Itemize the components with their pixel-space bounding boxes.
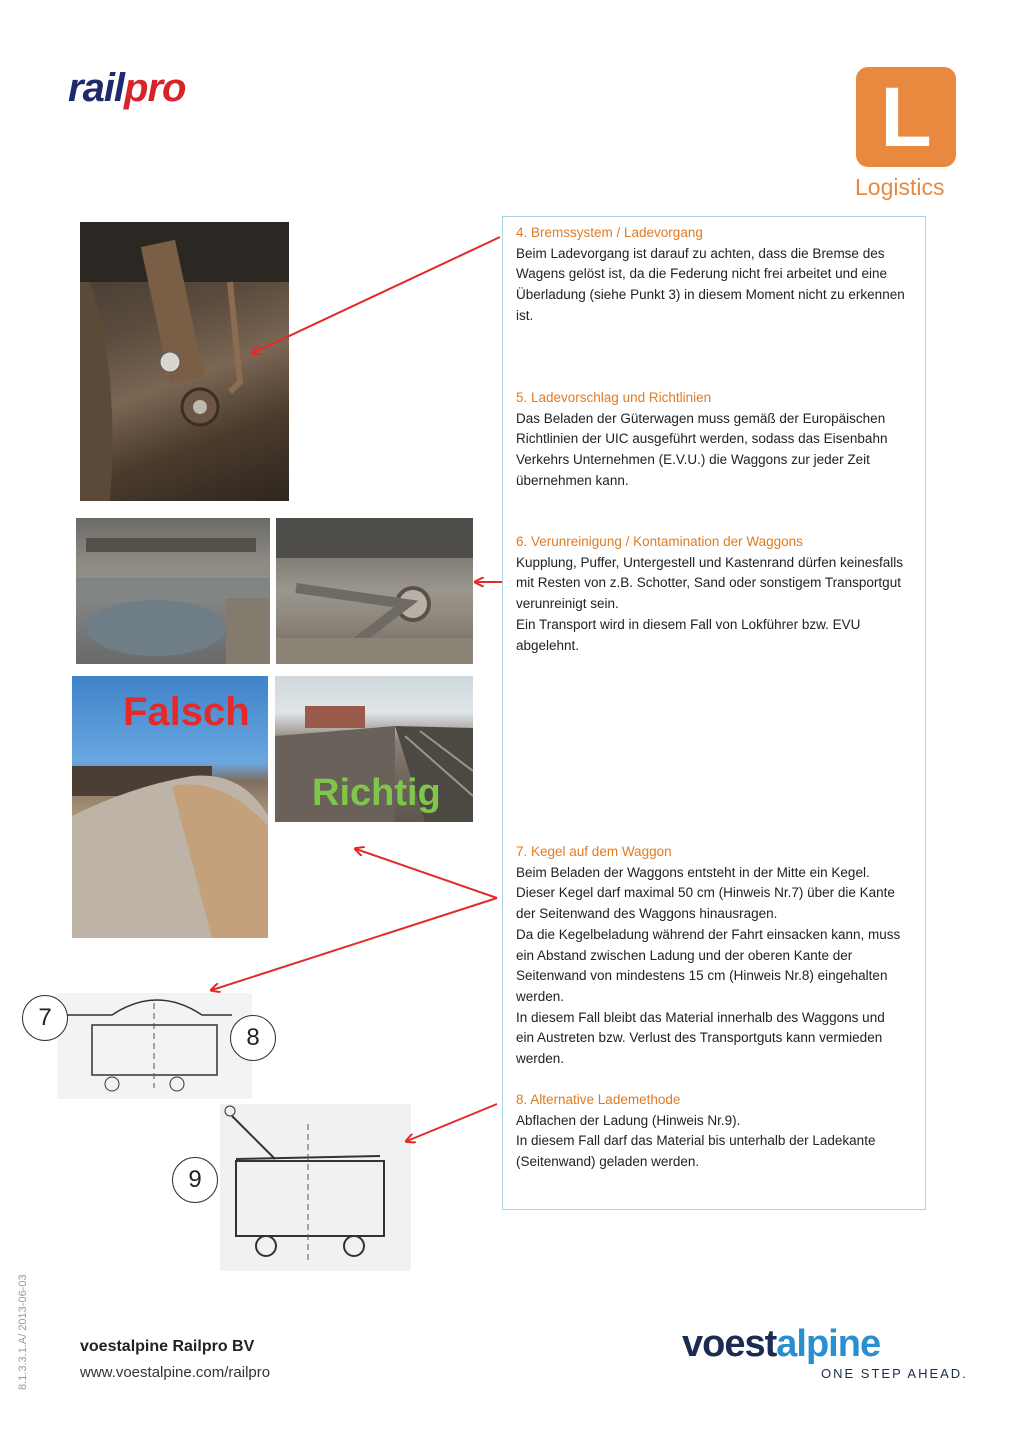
marker-7: 7 [22,995,68,1041]
section-line: verunreinigt sein. [516,596,619,612]
section-line: Ein Transport wird in diesem Fall von Lokführer bzw. EVU [516,616,861,632]
voestalpine-logo-alpine: alpine [776,1323,881,1365]
railpro-logo-pro: pro [124,66,186,110]
footer-url-link[interactable]: www.voestalpine.com/railpro [80,1364,271,1381]
section-line: ist. [516,307,534,323]
section-line: werden. [516,1051,565,1067]
section-line: werden. [516,988,565,1004]
section-line: Beim Beladen der Waggons entsteht in der Mitte ein Kegel. [516,864,870,880]
section-heading: 4. Bremssystem / Ladevorgang [516,225,703,240]
voestalpine-logo-voest: voest [682,1323,777,1365]
voestalpine-tagline: ONE STEP AHEAD. [821,1366,968,1381]
section-line: Das Beladen der Güterwagen muss gemäß der Europäischen [516,410,886,426]
section-heading: 6. Verunreinigung / Kontamination der Waggons [516,534,803,549]
arrow-cone-photo [356,849,497,898]
section-line: Seitenwand von mindestens 15 cm (Hinweis Nr.8) eingehalten [516,968,888,984]
section-line: übernehmen kann. [516,472,629,488]
section-line: Beim Ladevorgang ist darauf zu achten, dass die Bremse des [516,245,885,261]
section-line: ein Austreten bzw. Verlust des Transportguts kann vermieden [516,1030,883,1046]
section-line: Dieser Kegel darf maximal 50 cm (Hinweis Nr.7) über die Kante [516,885,895,901]
voestalpine-logo [682,1322,880,1366]
label-right: Richtig [312,772,441,814]
logistics-badge-letter: L [880,70,932,164]
section-line: In diesem Fall darf das Material bis unterhalb der Ladekante [516,1133,876,1149]
marker-9: 9 [172,1157,218,1203]
section-line: ein Abstand zwischen Ladung und der oberen Kante der [516,947,853,963]
document-code: 8.1.3.3.1.A/ 2013-06-03 [17,1274,29,1390]
section-line: Verkehrs Unternehmen (E.V.U.) die Waggons zur jeder Zeit [516,452,870,468]
logistics-label: Logistics [855,174,945,200]
arrow-flat-diagram [407,1104,497,1141]
section-heading: 8. Alternative Lademethode [516,1092,681,1107]
section-line: Überladung (siehe Punkt 3) in diesem Moment nicht zu erkennen [516,287,905,303]
section-line: Wagens gelöst ist, da die Federung nicht frei arbeitet und eine [516,266,887,282]
section-line: Da die Kegelbeladung während der Fahrt einsacken kann, muss [516,926,901,942]
arrow-brake [253,237,500,353]
section-line: Abflachen der Ladung (Hinweis Nr.9). [516,1112,741,1128]
section-line: Richtlinien der UIC ausgeführt werden, sodass das Eisenbahn [516,431,888,447]
arrow-cone-diagram [212,898,497,990]
section-line: Kupplung, Puffer, Untergestell und Kastenrand dürfen keinesfalls [516,554,904,570]
section-line: In diesem Fall bleibt das Material innerhalb des Waggons und [516,1009,885,1025]
section-line: der Seitenwand des Waggons hinausragen. [516,906,778,922]
section-heading: 5. Ladevorschlag und Richtlinien [516,390,712,405]
label-wrong: Falsch [123,690,250,734]
section-line: abgelehnt. [516,637,580,653]
section-line: (Seitenwand) geladen werden. [516,1154,700,1170]
footer-company: voestalpine Railpro BV [80,1338,255,1355]
marker-8: 8 [230,1015,276,1061]
railpro-logo-rail: rail [68,66,125,110]
section-heading: 7. Kegel auf dem Waggon [516,844,672,859]
section-line: mit Resten von z.B. Schotter, Sand oder sonstigem Transportgut [516,575,901,591]
